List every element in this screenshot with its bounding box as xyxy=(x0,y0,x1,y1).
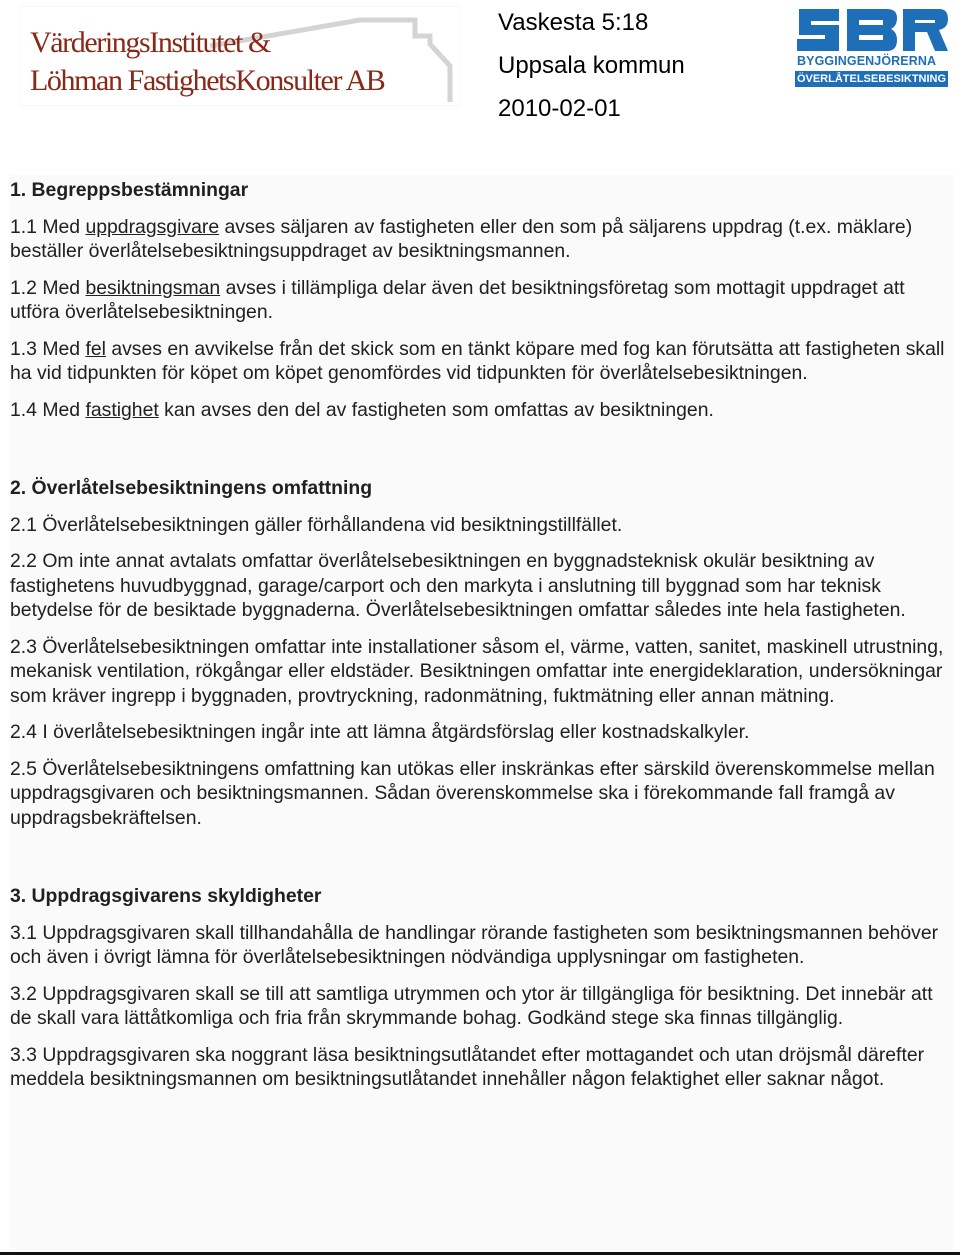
paragraph-prefix: 1.3 Med xyxy=(10,337,86,360)
document-body xyxy=(10,175,954,1250)
sbr-logo-line1: BYGGINGENJÖRERNA xyxy=(797,54,937,68)
section-title: 3. Uppdragsgivarens skyldigheter xyxy=(10,885,322,907)
company-name-line1: VärderingsInstitutet & xyxy=(30,26,270,59)
document-date: 2010-02-01 xyxy=(498,95,621,122)
sbr-logo-line2: ÖVERLÅTELSEBESIKTNING xyxy=(796,73,947,85)
paragraph-text: kan avses den del av fastigheten som omfattas av besiktningen. xyxy=(158,398,714,421)
section-title: 2. Överlåtelsebesiktningens omfattning xyxy=(10,477,373,499)
section-title: 1. Begreppsbestämningar xyxy=(10,179,249,201)
paragraph-text: avses en avvikelse från det skick som en tänkt köpare med fog kan förutsätta att fastigheten skall ha vid tidpunkten för köpet om köpet genomfördes vid tidpunkten för överlåtelsebesiktningen. xyxy=(10,337,945,384)
paragraph-text: avses säljaren av fastigheten eller den som på säljarens uppdrag (t.ex. mäklare) beställer överlåtelsebesiktningsuppdraget av besiktningsmannen. xyxy=(10,215,913,262)
municipality: Uppsala kommun xyxy=(498,52,685,79)
paragraph-1-1 xyxy=(10,215,954,264)
paragraph-prefix: 1.1 Med xyxy=(10,215,86,238)
paragraph-prefix: 1.2 Med xyxy=(10,276,86,299)
defined-term: uppdragsgivare xyxy=(85,215,220,238)
paragraph-2-3: 2.3 Överlåtelsebesiktningen omfattar inte installationer såsom el, värme, vatten, sanitet, maskinell utrustning, mekanisk ventilation, rökgångar eller eldstäder. Besiktningen omfattar inte energideklaration, undersökningar som kräver ingrepp i byggnaden, provtryckning, radonmätning, fuktmätning eller annan mätning. xyxy=(10,635,944,707)
paragraph-prefix: 1.4 Med xyxy=(10,398,86,421)
paragraph-2-2: 2.2 Om inte annat avtalats omfattar överlåtelsebesiktningen en byggnadsteknisk okulär besiktning av fastighetens huvudbyggnad, garage/carport och den markyta i anslutning till byggnad som har teknisk betydelse för de besiktade byggnaderna. Överlåtelsebesiktningen omfattar således inte hela fastigheten. xyxy=(10,550,906,621)
paragraph-text: avses i tillämpliga delar även det besiktningsföretag som mottagit uppdraget att utföra överlåtelsebesiktningen. xyxy=(10,276,905,323)
paragraph-1-2 xyxy=(10,276,954,325)
paragraph-2-1: 2.1 Överlåtelsebesiktningen gäller förhållandena vid besiktningstillfället. xyxy=(10,513,623,536)
paragraph-1-3 xyxy=(10,337,954,386)
bottom-divider xyxy=(0,1252,960,1255)
paragraph-3-2: 3.2 Uppdragsgivaren skall se till att samtliga utrymmen och ytor är tillgängliga för besiktning. Det innebär att de skall vara lättåtkomliga och fria från skrymmande bohag. Godkänd stege ska finnas tillgänglig. xyxy=(10,982,933,1029)
paragraph-3-3: 3.3 Uppdragsgivaren ska noggrant läsa besiktningsutlåtandet efter mottagandet och utan dröjsmål därefter meddela besiktningsmannen om besiktningsutlåtandet innehåller någon felaktighet eller saknar något. xyxy=(10,1043,925,1090)
paragraph-3-1: 3.1 Uppdragsgivaren skall tillhandahålla de handlingar rörande fastigheten som besiktningsmannen behöver och även i övrigt lämna för överlåtelsebesiktningen nödvändiga upplysningar om fastigheten. xyxy=(10,921,939,968)
company-name-line2: Löhman FastighetsKonsulter AB xyxy=(30,64,385,97)
document-info xyxy=(498,6,685,135)
paragraph-1-4 xyxy=(10,398,954,423)
defined-term: fel xyxy=(85,337,106,360)
company-logo xyxy=(20,6,460,106)
page-header xyxy=(0,0,960,170)
section-definitions xyxy=(10,178,954,422)
defined-term: fastighet xyxy=(85,398,159,421)
section-client-obligations xyxy=(10,884,954,1092)
property-designation: Vaskesta 5:18 xyxy=(498,9,649,36)
defined-term: besiktningsman xyxy=(85,276,221,299)
sbr-logo-mark xyxy=(795,7,950,53)
section-scope xyxy=(10,476,954,830)
sbr-logo xyxy=(795,7,950,89)
paragraph-2-5: 2.5 Överlåtelsebesiktningens omfattning kan utökas eller inskränkas efter särskild överenskommelse mellan uppdragsgivaren och besiktningsmannen. Sådan överenskommelse ska i förekommande fall framgå av uppdragsbekräftelsen. xyxy=(10,757,935,829)
paragraph-2-4: 2.4 I överlåtelsebesiktningen ingår inte att lämna åtgärdsförslag eller kostnadskalkyler. xyxy=(10,721,750,743)
